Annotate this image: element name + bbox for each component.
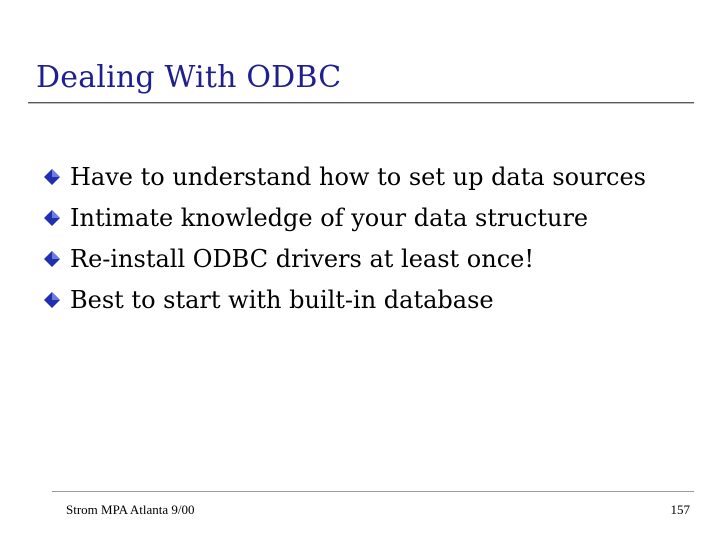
diamond-bullet-icon bbox=[42, 290, 62, 310]
footer-text: Strom MPA Atlanta 9/00 bbox=[66, 502, 195, 517]
page-number: 157 bbox=[670, 502, 690, 517]
bullet-text: Intimate knowledge of your data structure bbox=[70, 203, 589, 232]
bullet-list bbox=[42, 156, 646, 320]
diamond-bullet-icon bbox=[42, 208, 62, 228]
diamond-bullet-icon bbox=[42, 167, 62, 187]
bullet-item bbox=[42, 156, 646, 197]
bullet-item bbox=[42, 197, 646, 238]
footer-divider bbox=[52, 491, 694, 492]
bullet-text: Best to start with built-in database bbox=[70, 285, 494, 314]
title-divider bbox=[28, 102, 694, 103]
bullet-item bbox=[42, 238, 646, 279]
bullet-text: Have to understand how to set up data sources bbox=[70, 162, 646, 191]
bullet-text: Re-install ODBC drivers at least once! bbox=[70, 244, 535, 273]
slide-title: Dealing With ODBC bbox=[36, 60, 342, 95]
bullet-item bbox=[42, 279, 646, 320]
diamond-bullet-icon bbox=[42, 249, 62, 269]
